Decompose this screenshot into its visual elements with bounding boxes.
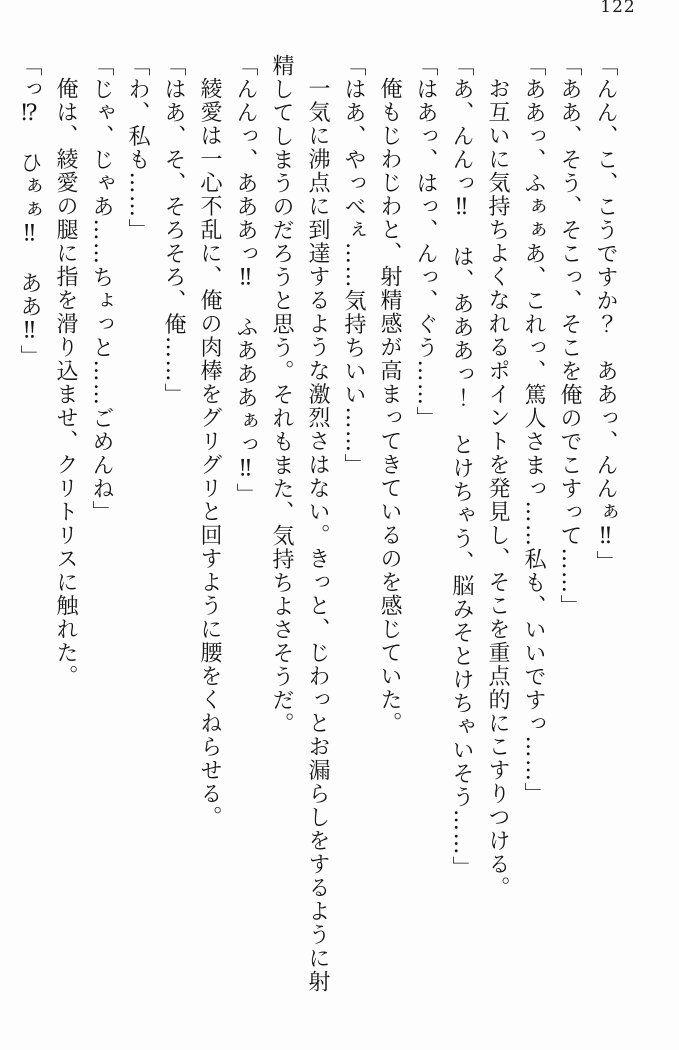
text-column: 「あ、んんっ‼ は、あああっ！ とけちゃう、脳みそとけちゃいそう……」 [449, 54, 474, 880]
text-column: 「んんっ、あああっ‼ ふあああぁっ‼」 [233, 54, 258, 507]
text-column: 「ああっ、ふぁぁあ、これっ、篤人さまっ……私も、いいですっ……」 [521, 54, 546, 806]
text-column: 精してしまうのだろうと思う。それもまた、気持ちよさそうだ。 [269, 54, 294, 736]
text-column: 俺もじわじわと、射精感が高まってきているのを感じていた。 [377, 77, 402, 735]
text-block [11, 54, 623, 1010]
text-column: 「はあ、そ、そろそろ、俺……」 [161, 54, 186, 407]
text-column: お互いに気持ちよくなれるポイントを発見し、そこを重点的にこすりつける。 [485, 77, 510, 900]
text-column: 「はあっ、はっ、んっ、ぐう……」 [413, 54, 438, 430]
text-column: 一気に沸点に到達するような激烈さはない。きっと、じわっとお漏らしをするように射 [305, 77, 330, 994]
text-column: 「ああ、そう、そこっ、そこを俺のでこすって……」 [557, 54, 582, 618]
text-column: 「っ⁉ ひぁぁ‼ ああ‼」 [17, 54, 42, 369]
text-column: 綾愛は一心不乱に、俺の肉棒をグリグリと回すように腰をくねらせる。 [197, 77, 222, 829]
text-column: 「じゃ、じゃあ……ちょっと……ごめんね」 [89, 54, 114, 524]
text-column: 「わ、私も……」 [125, 54, 150, 242]
page-number: 122 [600, 0, 636, 17]
text-column: 俺は、綾愛の腿に指を滑り込ませ、クリトリスに触れた。 [53, 77, 78, 688]
text-column: 「はあ、やっべぇ……気持ちいい……」 [341, 54, 366, 477]
text-column: 「んん、こ、こうですか？ ああっ、んんぁ‼」 [593, 54, 618, 574]
